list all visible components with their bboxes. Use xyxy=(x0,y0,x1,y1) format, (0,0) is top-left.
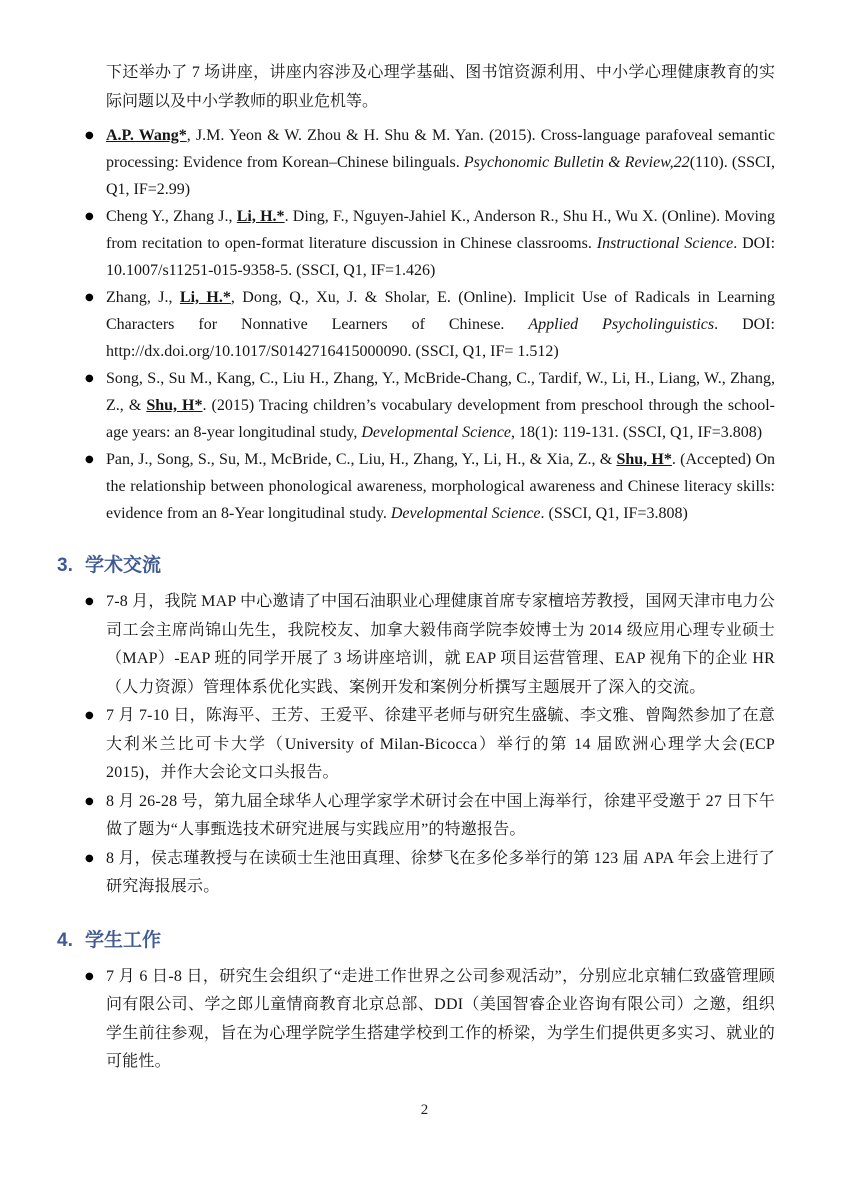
bullet-icon: ● xyxy=(85,970,94,982)
citation-text: . (2015) Tracing children’s vocabulary development from preschool through the school-age years: an 8-year longitudinal study, xyxy=(106,397,776,441)
citation-text: Pan, J., Song, S., Su, M., McBride, C., Liu, H., Zhang, Y., Li, H., & Xia, Z., & xyxy=(106,451,617,468)
journal-name: Developmental Science xyxy=(361,424,512,441)
section xyxy=(57,928,775,1077)
journal-name: Developmental Science xyxy=(390,505,541,522)
bullet-icon: ● xyxy=(85,454,94,465)
citation-text: , J.M. Yeon & W. Zhou & H. Shu & M. Yan. (2015). Cross-language parafoveal semantic processing: Evidence from Korean–Chinese bilinguals. xyxy=(106,127,775,171)
author-highlight: Li, H.* xyxy=(236,208,285,225)
intro-paragraph: 下还举办了 7 场讲座，讲座内容涉及心理学基础、图书馆资源利用、中小学心理健康教育的实际问题以及中小学教师的职业危机等。 xyxy=(106,64,775,110)
journal-name: Instructional Science xyxy=(596,235,734,252)
bullet-icon: ● xyxy=(85,292,94,303)
citation-text: , 18(1): 119-131. (SSCI, Q1, IF=3.808) xyxy=(511,424,763,441)
citation xyxy=(106,284,775,365)
section-bullet: 8 月，侯志瑾教授与在读硕士生池田真理、徐梦飞在多伦多举行的第 123 届 APA 年会上进行了研究海报展示。 xyxy=(106,849,775,895)
citation xyxy=(106,365,775,446)
section xyxy=(57,553,775,902)
citation-text: . Ding, F., Nguyen-Jahiel K., Anderson R., Shu H., Wu X. (Online). Moving from recitation to open-format literature discussion in Chinese classrooms. xyxy=(106,208,776,252)
citation xyxy=(106,203,775,284)
citation-text: . DOI: http://dx.doi.org/10.1017/S0142716415000090. (SSCI, Q1, IF= 1.512) xyxy=(106,316,775,360)
section-bullet: 7 月 6 日-8 日，研究生会组织了“走进工作世界之公司参观活动”，分别应北京辅仁致盛管理顾问有限公司、学之郎儿童情商教育北京总部、DDI（美国智睿企业咨询有限公司）之邀，组织学生前往参观，旨在为心理学院学生搭建学校到工作的桥梁，为学生们提供更多实习、就业的可能性。 xyxy=(106,967,775,1070)
list-item xyxy=(85,788,775,845)
list-item xyxy=(85,122,775,203)
author-highlight: Li, H.* xyxy=(179,289,231,306)
list-item xyxy=(85,588,775,702)
citation-text: , Dong, Q., Xu, J. & Sholar, E. (Online). Implicit Use of Radicals in Learning Characters for Nonnative Learners of Chinese. xyxy=(106,289,776,333)
journal-name: Psychonomic Bulletin & Review,22 xyxy=(463,154,690,171)
list-item xyxy=(85,845,775,902)
author-highlight: A.P. Wang* xyxy=(106,127,187,144)
citation xyxy=(106,446,775,527)
list-item xyxy=(85,365,775,446)
author-highlight: Shu, H* xyxy=(616,451,672,468)
citation-text: Zhang, J., xyxy=(106,289,180,306)
list-item xyxy=(85,284,775,365)
list-item xyxy=(85,446,775,527)
citation-text: . (SSCI, Q1, IF=3.808) xyxy=(540,505,688,522)
section-heading xyxy=(57,553,775,579)
author-highlight: Shu, H* xyxy=(146,397,203,414)
list-item xyxy=(85,702,775,788)
section-heading xyxy=(57,928,775,954)
bullet-icon: ● xyxy=(85,130,94,141)
section-bullet: 8 月 26-28 号，第九届全球华人心理学家学术研讨会在中国上海举行，徐建平受邀于 27 日下午做了题为“人事甄选技术研究进展与实践应用”的特邀报告。 xyxy=(106,792,775,838)
section-bullet: 7-8 月，我院 MAP 中心邀请了中国石油职业心理健康首席专家檀培芳教授，国网天津市电力公司工会主席尚锦山先生，我院校友、加拿大毅伟商学院李姣博士为 2014 级应用心理专业硕士（MAP）-EAP 班的同学开展了 3 场讲座培训，就 EAP 项目运营管理、EAP 视角下的企业 HR（人力资源）管理体系优化实践、案例开发和案例分析撰写主题展开了深入的交流。 xyxy=(106,593,775,696)
bullet-icon: ● xyxy=(85,852,94,864)
bullet-icon: ● xyxy=(85,211,94,222)
citation-text: . DOI: 10.1007/s11251-015-9358-5. (SSCI, Q1, IF=1.426) xyxy=(106,235,776,279)
section-bullet-list xyxy=(85,963,775,1077)
citation-text: (110). (SSCI, Q1, IF=2.99) xyxy=(106,154,776,198)
bullet-icon: ● xyxy=(85,710,94,721)
citation-text: Cheng Y., Zhang J., xyxy=(106,208,237,225)
section-title: 学生工作 xyxy=(85,929,162,951)
journal-name: Applied Psycholinguistics xyxy=(528,316,715,333)
citation xyxy=(106,122,775,203)
sections-container xyxy=(57,553,775,1077)
citation-text: . (Accepted) On the relationship between phonological awareness, morphological awareness and Chinese literacy skills: evidence from an 8-Year longitudinal study. xyxy=(106,451,776,522)
publication-list xyxy=(85,122,775,527)
list-item xyxy=(85,963,775,1077)
section-bullet: 7 月 7-10 日，陈海平、王芳、王爱平、徐建平老师与研究生盛毓、李文雅、曾陶然参加了在意大利米兰比可卡大学（University of Milan-Bicocca）举行的第 14 届欧洲心理学大会(ECP 2015)，并作大会论文口头报告。 xyxy=(106,707,775,781)
list-item xyxy=(85,203,775,284)
bullet-icon: ● xyxy=(85,795,94,807)
section-number: 3. xyxy=(57,555,73,576)
section-bullet-list xyxy=(85,588,775,902)
bullet-icon: ● xyxy=(85,373,94,384)
page-number: 2 xyxy=(420,1102,429,1118)
section-number: 4. xyxy=(57,929,73,951)
citation-text: Song, S., Su M., Kang, C., Liu H., Zhang, Y., McBride-Chang, C., Tardif, W., Li, H., Liang, W., Zhang, Z., & xyxy=(106,370,775,414)
section-title: 学术交流 xyxy=(85,555,162,576)
bullet-icon: ● xyxy=(85,596,94,607)
